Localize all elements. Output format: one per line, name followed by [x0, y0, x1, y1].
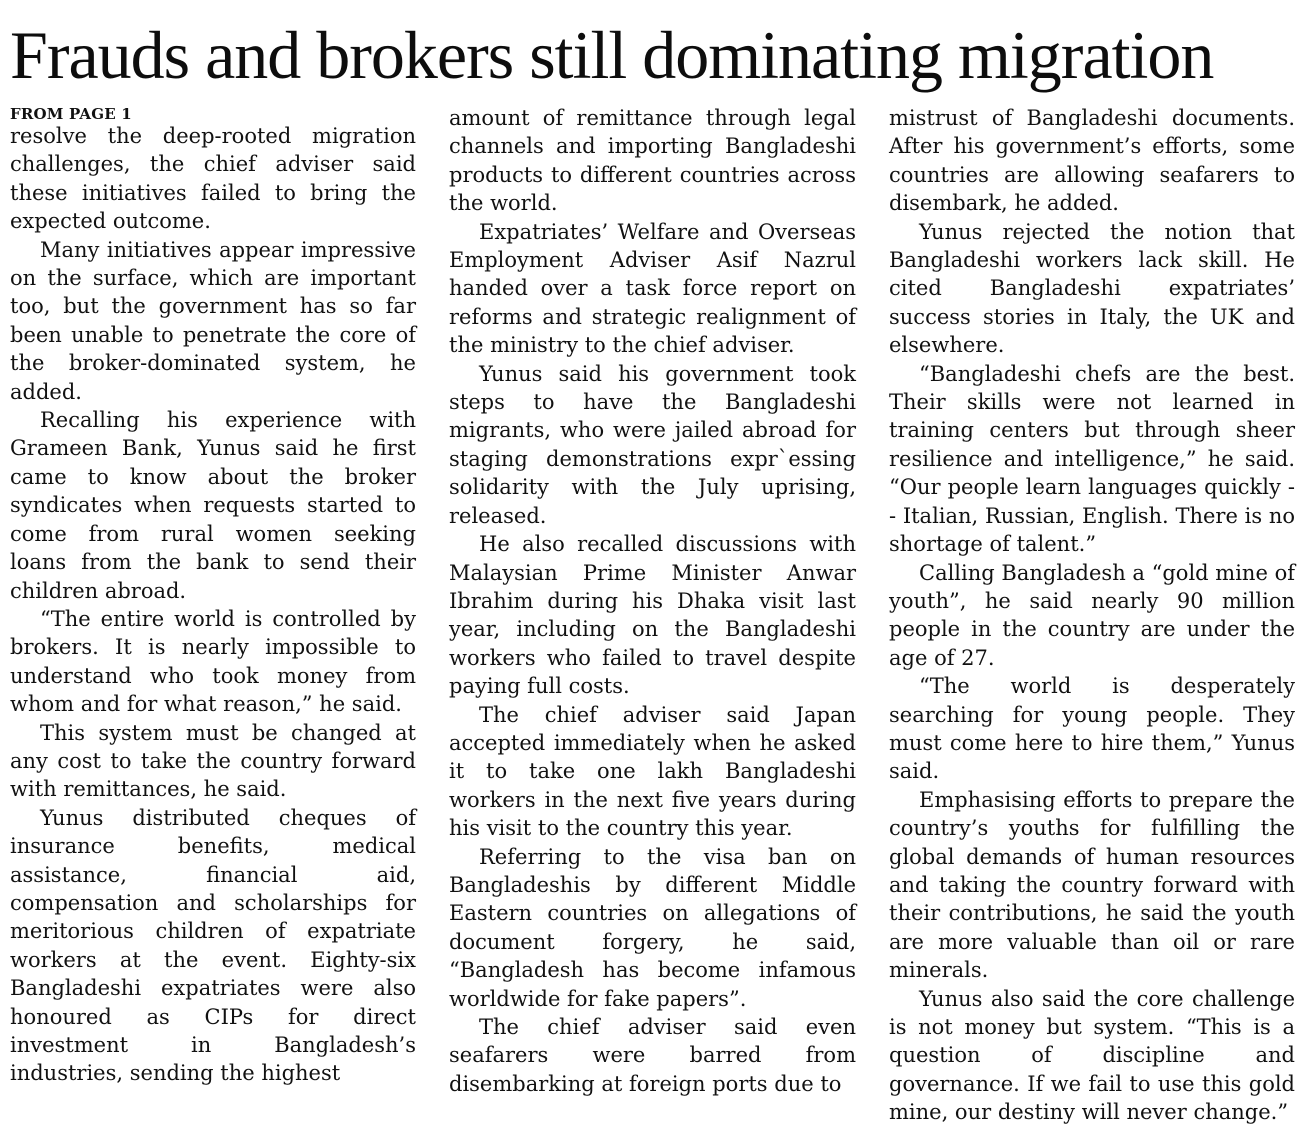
paragraph: Emphasising efforts to prepare the country’s youths for fulfilling the global demands of human resources and taking the country forward with their contributions, he said the youth are more valuable than oil or rare minerals.: [889, 787, 1295, 983]
article-column-2: [449, 104, 856, 1100]
paragraph: “The world is desperately searching for young people. They must come here to hire them,” Yunus said.: [889, 674, 1295, 784]
paragraph: Yunus distributed cheques of insurance benefits, medical assistance, financial aid, compensation and scholarships for meritorious children of expatriate workers at the event. Eighty-six Bangladeshi expatriates were also honoured as CIPs for direct investment in Bangladesh’s industries, sending the highest: [10, 805, 416, 1086]
paragraph: Yunus rejected the notion that Bangladeshi workers lack skill. He cited Bangladeshi expatriates’ success stories in Italy, the UK and elsewhere.: [889, 219, 1295, 358]
paragraph: He also recalled discussions with Malaysian Prime Minister Anwar Ibrahim during his Dhaka visit last year, including on the Bangladeshi workers who failed to travel despite paying full costs.: [449, 532, 856, 699]
paragraph: The chief adviser said even seafarers were barred from disembarking at foreign ports due to: [449, 1015, 856, 1096]
paragraph: amount of remittance through legal channels and importing Bangladeshi products to different countries across the world.: [449, 106, 856, 216]
paragraph: Referring to the visa ban on Bangladeshis by different Middle Eastern countries on allegations of document forgery, he said, “Bangladesh has become infamous worldwide for fake papers”.: [449, 844, 856, 1011]
headline: Frauds and brokers still dominating migration: [10, 17, 1214, 93]
article-column-1: [10, 104, 416, 1100]
kicker-from-page: FROM PAGE 1: [10, 105, 132, 123]
article-column-3: [889, 104, 1295, 1125]
paragraph: “Bangladeshi chefs are the best. Their skills were not learned in training centers but through sheer resilience and intelligence,” he said. “Our people learn languages quickly -- Italian, Russian, English. There is no shortage of talent.”: [889, 361, 1295, 557]
paragraph: resolve the deep-rooted migration challenges, the chief adviser said these initiatives failed to bring the expected outcome.: [10, 124, 416, 234]
paragraph: Recalling his experience with Grameen Bank, Yunus said he first came to know about the broker syndicates when requests started to come from rural women seeking loans from the bank to send their children abroad.: [10, 408, 416, 603]
paragraph: “The entire world is controlled by brokers. It is nearly impossible to understand who took money from whom and for what reason,” he said.: [10, 606, 416, 717]
paragraph: The chief adviser said Japan accepted immediately when he asked it to take one lakh Bangladeshi workers in the next five years during his visit to the country this year.: [449, 702, 856, 841]
paragraph: Yunus said his government took steps to have the Bangladeshi migrants, who were jailed abroad for staging demonstrations expr`essing solidarity with the July uprising, released.: [449, 361, 856, 528]
paragraph: This system must be changed at any cost to take the country forward with remittances, he said.: [10, 720, 416, 802]
paragraph: Many initiatives appear impressive on the surface, which are important too, but the government has so far been unable to penetrate the core of the broker-dominated system, he added.: [10, 237, 416, 404]
paragraph: mistrust of Bangladeshi documents. After his government’s efforts, some countries are allowing seafarers to disembark, he added.: [889, 106, 1295, 216]
paragraph: Calling Bangladesh a “gold mine of youth”, he said nearly 90 million people in the country are under the age of 27.: [889, 560, 1295, 670]
paragraph: Yunus also said the core challenge is not money but system. “This is a question of discipline and governance. If we fail to use this gold mine, our destiny will never change.”: [889, 986, 1295, 1125]
paragraph: Expatriates’ Welfare and Overseas Employment Adviser Asif Nazrul handed over a task force report on reforms and strategic realignment of the ministry to the chief adviser.: [449, 219, 856, 358]
